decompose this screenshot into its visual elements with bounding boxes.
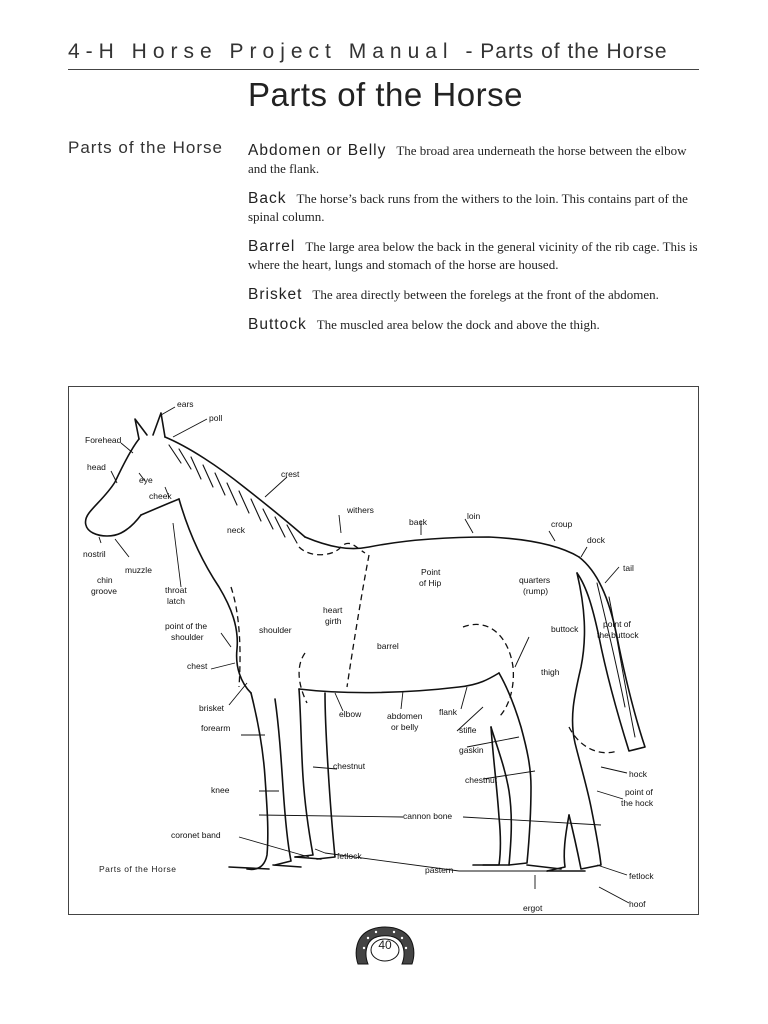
label-abdomen-line2: or belly xyxy=(391,722,419,732)
label-crest: crest xyxy=(281,469,300,479)
label-buttock: buttock xyxy=(551,624,579,634)
label-point-of-hip-line1: Point xyxy=(421,567,441,577)
header-manual-title: 4-H Horse Project Manual xyxy=(68,40,454,63)
label-withers: withers xyxy=(347,505,374,515)
label-heart-line1: heart xyxy=(323,605,343,615)
label-point-of-buttock-line2: the buttock xyxy=(597,630,639,640)
label-poll: poll xyxy=(209,413,223,423)
label-eye: eye xyxy=(139,475,153,485)
label-cheek: cheek xyxy=(149,491,172,501)
label-fetlock-hind: fetlock xyxy=(629,871,654,881)
label-throat-line2: latch xyxy=(167,596,185,606)
label-elbow: elbow xyxy=(339,709,362,719)
label-dock: dock xyxy=(587,535,605,545)
label-neck: neck xyxy=(227,525,245,535)
label-ears: ears xyxy=(177,399,194,409)
header-section-title: Parts of the Horse xyxy=(480,40,668,63)
label-loin: loin xyxy=(467,511,481,521)
label-shoulder: shoulder xyxy=(259,625,292,635)
page-title: Parts of the Horse xyxy=(248,76,523,113)
horse-illustration xyxy=(69,387,700,916)
label-tail: tail xyxy=(623,563,634,573)
label-ergot: ergot xyxy=(523,903,543,913)
label-cannon-bone: cannon bone xyxy=(403,811,453,821)
figure-caption: Parts of the Horse xyxy=(99,864,177,874)
label-point-of-shoulder-line2: shoulder xyxy=(171,632,204,642)
label-quarters-line1: quarters xyxy=(519,575,551,585)
label-brisket: brisket xyxy=(199,703,225,713)
label-chestnut-hind: chestnut xyxy=(465,775,498,785)
label-hock: hock xyxy=(629,769,647,779)
definitions-list xyxy=(248,142,698,346)
definition-text: The large area below the back in the general vicinity of the rib cage. This is where the heart, lungs and stomach of the horse are housed. xyxy=(248,239,698,272)
definition-text: The horse’s back runs from the withers to the loin. This contains part of the spinal column. xyxy=(248,191,688,224)
label-fetlock-front: fetlock xyxy=(337,851,362,861)
label-nostril: nostril xyxy=(83,549,106,559)
label-point-of-shoulder-line1: point of the xyxy=(165,621,208,631)
label-head: head xyxy=(87,462,106,472)
definition-term: Brisket xyxy=(248,286,303,303)
label-thigh: thigh xyxy=(541,667,560,677)
label-barrel: barrel xyxy=(377,641,399,651)
definition-brisket xyxy=(248,286,698,304)
label-stifle: stifle xyxy=(459,725,477,735)
label-coronet-band: coronet band xyxy=(171,830,221,840)
definition-barrel xyxy=(248,238,698,274)
running-header xyxy=(68,40,668,64)
label-knee: knee xyxy=(211,785,230,795)
label-leaders xyxy=(99,407,629,903)
label-chin-line2: groove xyxy=(91,586,117,596)
label-pastern: pastern xyxy=(425,865,454,875)
definition-buttock xyxy=(248,316,698,334)
header-rule xyxy=(68,69,699,70)
definition-text: The muscled area below the dock and above the thigh. xyxy=(316,317,600,332)
label-throat-line1: throat xyxy=(165,585,187,595)
label-chest: chest xyxy=(187,661,208,671)
label-heart-line2: girth xyxy=(325,616,342,626)
label-chin-line1: chin xyxy=(97,575,113,585)
page-number-horseshoe xyxy=(352,924,418,970)
definition-term: Abdomen or Belly xyxy=(248,142,387,159)
label-point-of-hock-line2: the hock xyxy=(621,798,654,808)
side-heading: Parts of the Horse xyxy=(68,138,224,157)
label-quarters-line2: (rump) xyxy=(523,586,549,596)
label-croup: croup xyxy=(551,519,573,529)
label-back: back xyxy=(409,517,427,527)
horse-diagram xyxy=(68,386,699,915)
label-hoof: hoof xyxy=(629,899,646,909)
definition-back xyxy=(248,190,698,226)
label-abdomen-line1: abdomen xyxy=(387,711,423,721)
header-separator: - xyxy=(465,40,481,63)
label-flank: flank xyxy=(439,707,457,717)
page-number: 40 xyxy=(378,938,392,952)
definition-term: Barrel xyxy=(248,238,296,255)
label-point-of-buttock-line1: point of xyxy=(603,619,631,629)
label-chestnut-front: chestnut xyxy=(333,761,366,771)
horse-outline xyxy=(86,413,645,871)
definition-text: The broad area underneath the horse between the elbow and the flank. xyxy=(248,143,687,176)
definition-term: Back xyxy=(248,190,287,207)
label-point-of-hip-line2: of Hip xyxy=(419,578,442,588)
label-gaskin: gaskin xyxy=(459,745,484,755)
label-forearm: forearm xyxy=(201,723,231,733)
definition-text: The area directly between the forelegs at the front of the abdomen. xyxy=(312,287,659,302)
label-forehead: Forehead xyxy=(85,435,122,445)
label-point-of-hock-line1: point of xyxy=(625,787,653,797)
definition-abdomen xyxy=(248,142,698,178)
label-muzzle: muzzle xyxy=(125,565,152,575)
definition-term: Buttock xyxy=(248,316,307,333)
